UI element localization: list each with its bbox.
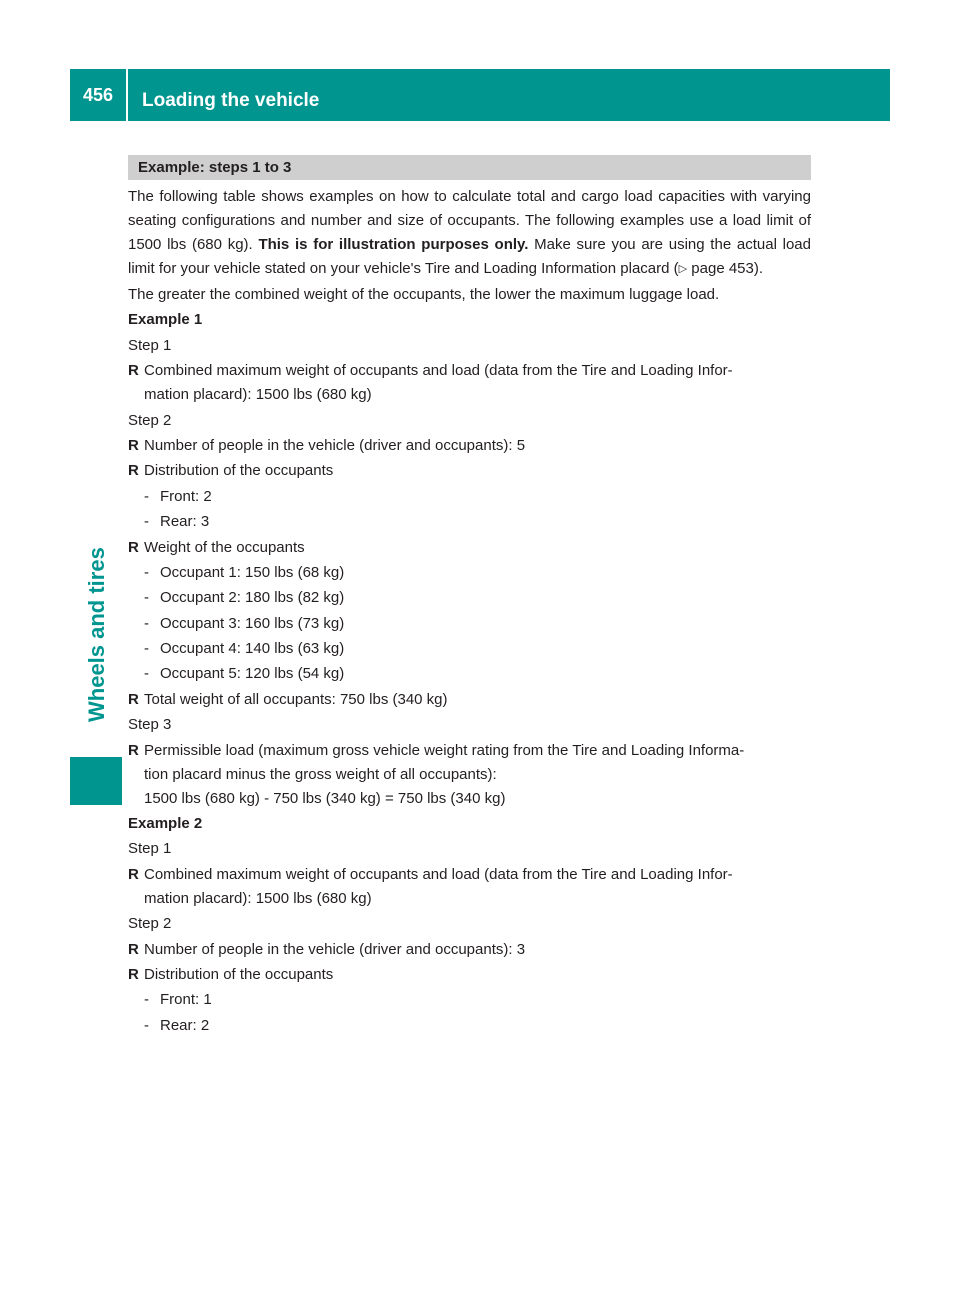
bullet-marker: R [128,436,139,454]
list-item: R Weight of the occupants [128,536,811,560]
sub-list-item: - Front: 2 [128,485,811,509]
dash-marker: - [144,614,149,632]
dash-marker: - [144,640,149,658]
page-number: 456 [82,84,114,105]
side-tab-label: Wheels and tires [84,547,109,722]
dash-marker: - [144,589,149,607]
list-item: R Combined maximum weight of occupants and load (data from the Tire and Loading Infor- mation placard): 1500 lbs (680 kg) [128,359,811,407]
example-2-title: Example 2 [128,815,203,833]
list-item: R Permissible load (maximum gross vehicle weight rating from the Tire and Loading Informa- tion placard minus the gross weight of all occupants): 1500 lbs (680 kg) - 750 lbs (340 kg) = 750 lbs (340 kg) [128,739,811,811]
bullet-marker: R [128,362,139,380]
dash-marker: - [144,991,149,1009]
list-item: R Number of people in the vehicle (driver and occupants): 3 [128,938,811,962]
page-content [128,155,811,1039]
sub-list-item: - Occupant 2: 180 lbs (82 kg) [128,586,811,610]
sub-list-item: - Occupant 3: 160 lbs (73 kg) [128,612,811,636]
list-item: R Distribution of the occupants [128,459,811,483]
dash-marker: - [144,487,149,505]
dash-marker: - [144,665,149,683]
calculation-line: 1500 lbs (680 kg) - 750 lbs (340 kg) = 750 lbs (340 kg) [144,789,506,807]
dash-marker: - [144,563,149,581]
bullet-marker: R [128,965,139,983]
bullet-marker: R [128,690,139,708]
bullet-marker: R [128,538,139,556]
page-header [70,69,890,121]
sub-list-item: - Occupant 5: 120 lbs (54 kg) [128,662,811,686]
dash-marker: - [144,1016,149,1034]
intro-paragraph: The following table shows examples on how to calculate total and cargo load capacities with varying seating configurations and number and size of occupants. The following examples use a load limit of 1500 lbs (680 kg). This is for illustration purposes only. Make sure you are using the actual load limit for your vehicle stated on your vehicle's Tire and Loading Information placard (▷ page 453). [128,188,811,277]
bullet-marker: R [128,462,139,480]
intro-emphasis: This is for illustration purposes only. [258,236,529,253]
list-item: R Distribution of the occupants [128,963,811,987]
sub-list-item: - Occupant 4: 140 lbs (63 kg) [128,637,811,661]
chapter-title: Loading the vehicle [142,90,320,111]
sub-list-item: - Rear: 3 [128,510,811,534]
dash-marker: - [144,513,149,531]
header-divider [126,69,128,121]
page-reference-icon: ▷ [678,263,688,275]
example-2-step-1: Step 1 [128,840,172,858]
example-2-step-2: Step 2 [128,915,172,933]
list-item: R Total weight of all occupants: 750 lbs (340 kg) [128,688,811,712]
page-reference-link[interactable]: page 453). [687,260,764,277]
example-1-step-2: Step 2 [128,411,172,429]
bullet-marker: R [128,940,139,958]
list-item: R Number of people in the vehicle (driver and occupants): 5 [128,434,811,458]
note-paragraph: The greater the combined weight of the occupants, the lower the maximum luggage load. [128,286,720,303]
example-1-step-1: Step 1 [128,336,172,354]
example-1-title: Example 1 [128,311,203,329]
sub-list-item: - Rear: 2 [128,1014,811,1038]
side-tab-marker [70,757,122,805]
sub-list-item: - Occupant 1: 150 lbs (68 kg) [128,561,811,585]
sub-list-item: - Front: 1 [128,988,811,1012]
example-1-step-3: Step 3 [128,716,172,734]
bullet-marker: R [128,741,139,759]
list-item: R Combined maximum weight of occupants and load (data from the Tire and Loading Infor- mation placard): 1500 lbs (680 kg) [128,863,811,911]
bullet-marker: R [128,865,139,883]
section-heading: Example: steps 1 to 3 [128,155,811,180]
